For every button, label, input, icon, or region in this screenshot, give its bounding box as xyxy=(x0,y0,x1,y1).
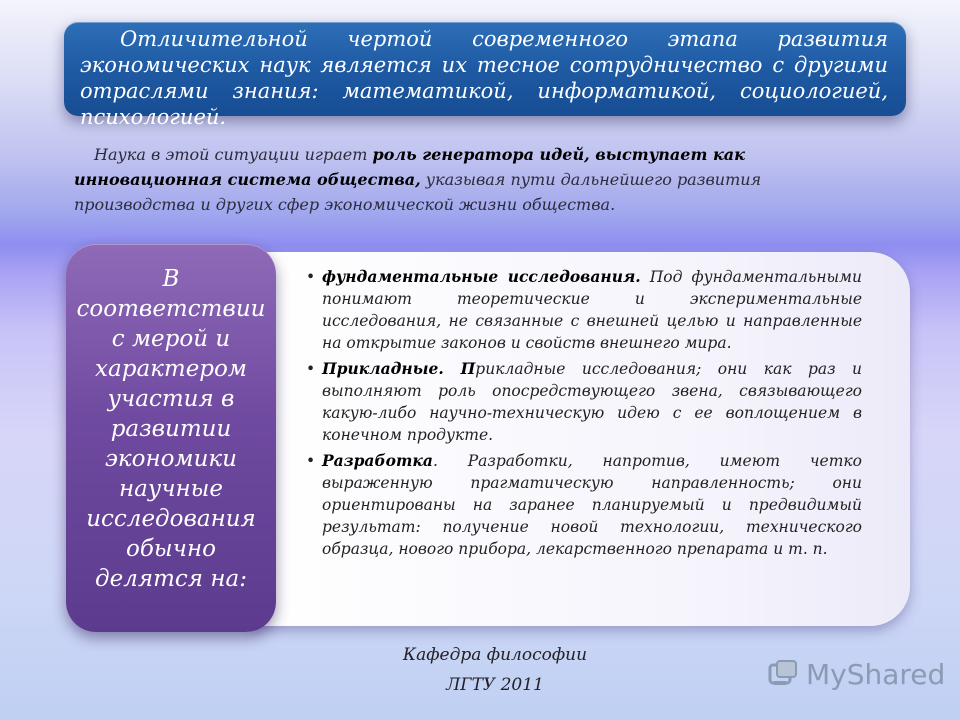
myshared-logo-text: MyShared xyxy=(806,657,946,691)
intro-paragraph xyxy=(74,142,886,217)
side-box-text: В соответствии с мерой и характером участия в развитии экономики научные исследования обычно делятся на: xyxy=(76,266,266,592)
intro-part2: указывая пути дальнейшего развития производства и других сфер экономической жизни общества. xyxy=(74,170,762,214)
list-item-text: рикладные исследования; они как раз и выполняют роль опосредствующего звена, связывающего какую-либо научно-техническую идею с ее воплощением в конечном продукте. xyxy=(322,360,862,444)
list-item-development xyxy=(306,450,862,560)
list-item-term: Разработка xyxy=(322,451,433,470)
myshared-logo[interactable] xyxy=(768,656,945,692)
list-item-term: Прикладные. П xyxy=(322,359,476,378)
footer-department: Кафедра философии xyxy=(402,645,588,665)
banner-text: Отличительной чертой современного этапа развития экономических наук является их тесное сотрудничество с другими отраслями знания: математикой, информатикой, социологией, психологией. xyxy=(80,27,888,129)
footer-university-year: ЛГТУ 2011 xyxy=(446,675,544,695)
list-item-fundamental xyxy=(306,266,862,354)
research-types-list xyxy=(306,266,862,564)
side-box xyxy=(66,244,276,632)
top-banner xyxy=(64,22,906,129)
list-item-applied xyxy=(306,358,862,446)
footer xyxy=(380,640,610,700)
list-item-text: . Разработки, напротив, имеют четко выраженную прагматическую направленность; они ориентированы на заранее планируемый и предвидимый результат: получение новой технологии, технического образца, нового прибора, лекарственного препарата и т. п. xyxy=(322,452,862,558)
myshared-logo-icon xyxy=(768,659,798,689)
list-item-term: фундаментальные исследования. xyxy=(322,267,641,286)
intro-part1: Наука в этой ситуации играет xyxy=(94,145,373,164)
list-item-text: Под фундаментальными понимают теоретические и экспериментальные исследования, не связанные с внешней целью и направленные на открытие законов и свойств внешнего мира. xyxy=(322,268,862,352)
intro-bold: роль генератора идей, выступает как инновационная система общества, xyxy=(74,145,745,189)
